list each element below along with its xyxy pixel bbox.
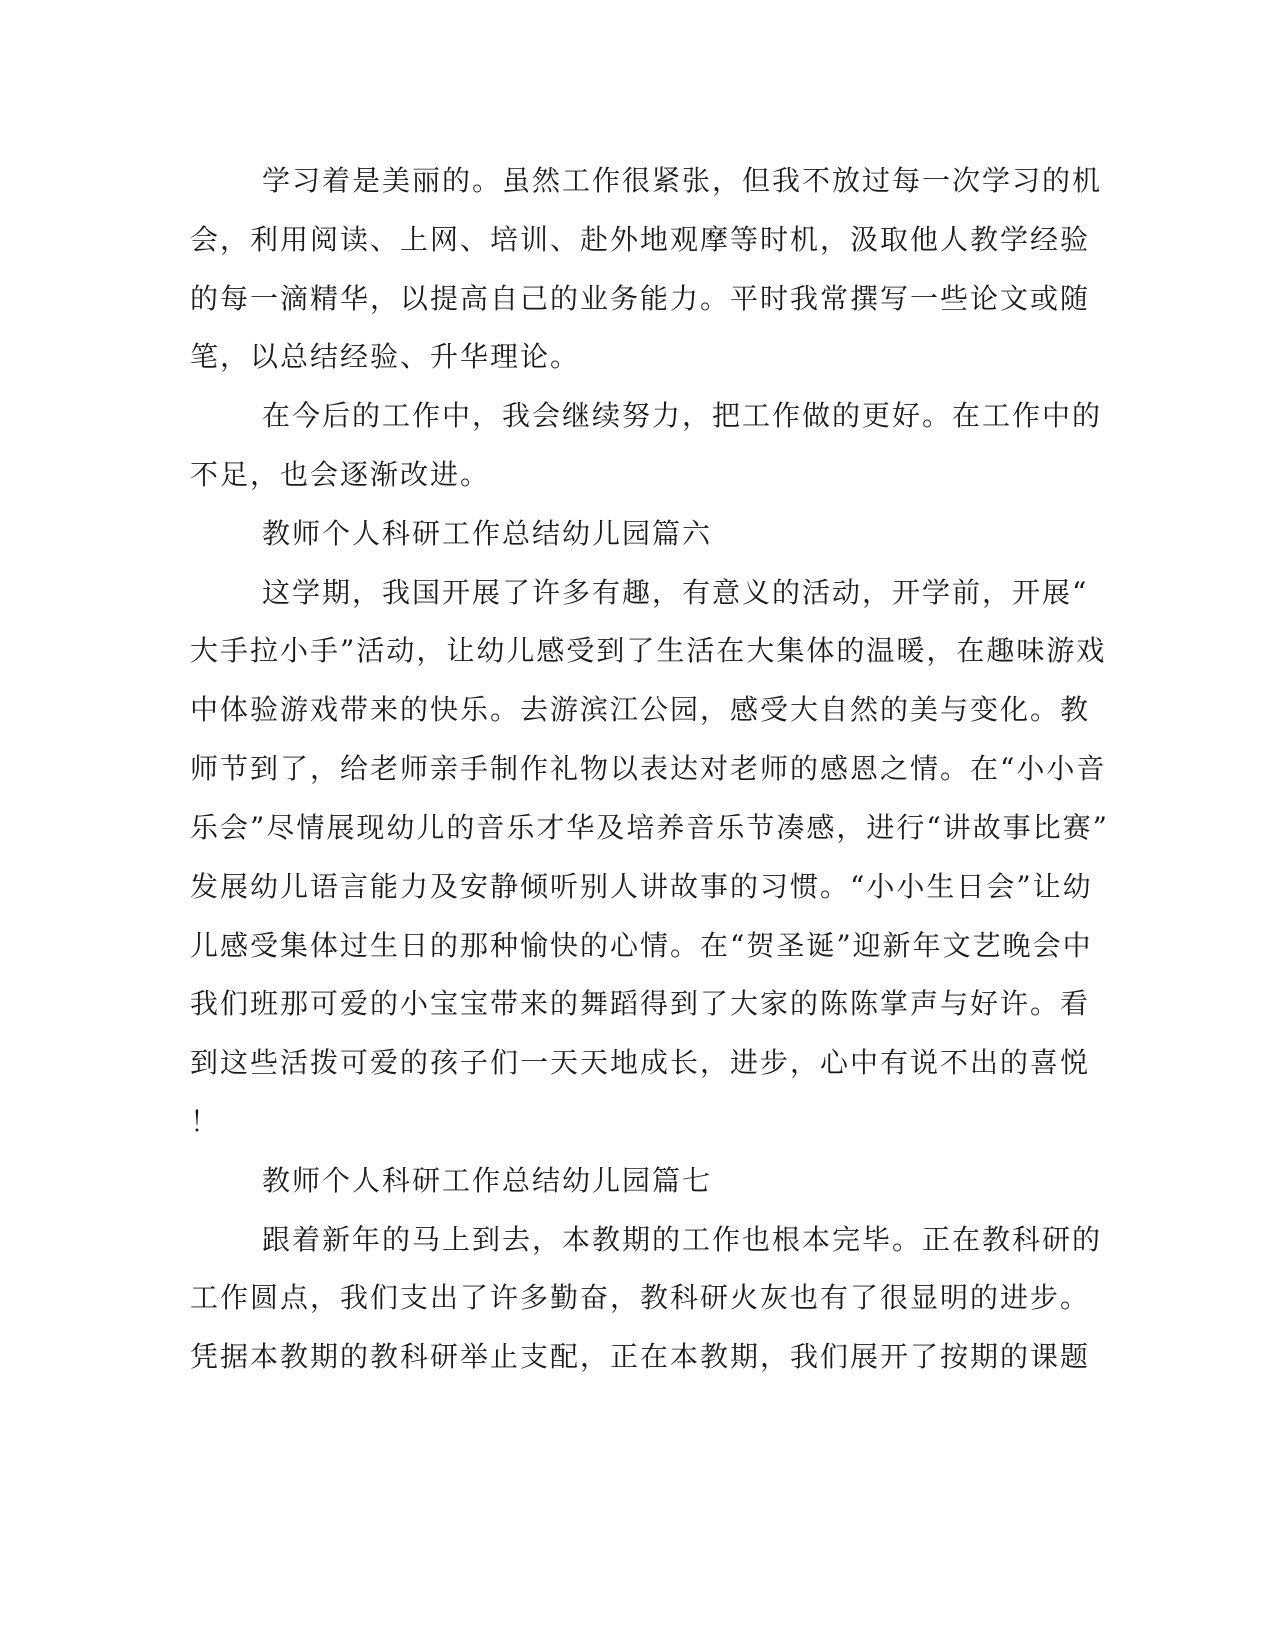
paragraph-line: 凭据本教期的教科研举止支配，正在本教期，我们展开了按期的课题: [190, 1340, 1091, 1373]
paragraph-line: 中体验游戏带来的快乐。去游滨江公园，感受大自然的美与变化。教: [190, 693, 1091, 726]
paragraph-line: 儿感受集体过生日的那种愉快的心情。在“贺圣诞”迎新年文艺晚会中: [190, 929, 1093, 962]
paragraph-line: 到这些活拨可爱的孩子们一天天地成长，进步，心中有说不出的喜悦: [190, 1046, 1091, 1079]
section-heading: 教师个人科研工作总结幼儿园篇六: [262, 517, 713, 550]
paragraph-line: 的每一滴精华，以提高自己的业务能力。平时我常撰写一些论文或随: [190, 282, 1091, 315]
paragraph-line: 会，利用阅读、上网、培训、赴外地观摩等时机，汲取他人教学经验: [190, 223, 1091, 256]
paragraph-line: 在今后的工作中，我会继续努力，把工作做的更好。在工作中的: [262, 399, 1103, 432]
paragraph-line: 师节到了，给老师亲手制作礼物以表达对老师的感恩之情。在“小小音: [190, 752, 1107, 785]
paragraph-line: 跟着新年的马上到去，本教期的工作也根本完毕。正在教科研的: [262, 1223, 1103, 1256]
paragraph-line: 大手拉小手”活动，让幼儿感受到了生活在大集体的温暖，在趣味游戏: [190, 634, 1107, 667]
paragraph-line: 发展幼儿语言能力及安静倾听别人讲故事的习惯。“小小生日会”让幼: [190, 870, 1093, 903]
paragraph-line: ！: [190, 1105, 221, 1138]
paragraph-line: 学习着是美丽的。虽然工作很紧张，但我不放过每一次学习的机: [262, 164, 1103, 197]
paragraph-line: 工作圆点，我们支出了许多勤奋，教科研火灰也有了很显明的进步。: [190, 1281, 1091, 1314]
paragraph-line: 笔，以总结经验、升华理论。: [190, 340, 581, 373]
paragraph-line: 这学期，我国开展了许多有趣，有意义的活动，开学前，开展“: [262, 576, 1089, 609]
section-heading: 教师个人科研工作总结幼儿园篇七: [262, 1164, 713, 1197]
paragraph-line: 我们班那可爱的小宝宝带来的舞蹈得到了大家的陈陈掌声与好许。看: [190, 987, 1091, 1020]
paragraph-line: 不足，也会逐渐改进。: [190, 458, 491, 491]
paragraph-line: 乐会”尽情展现幼儿的音乐才华及培养音乐节凑感，进行“讲故事比赛”: [190, 811, 1109, 844]
